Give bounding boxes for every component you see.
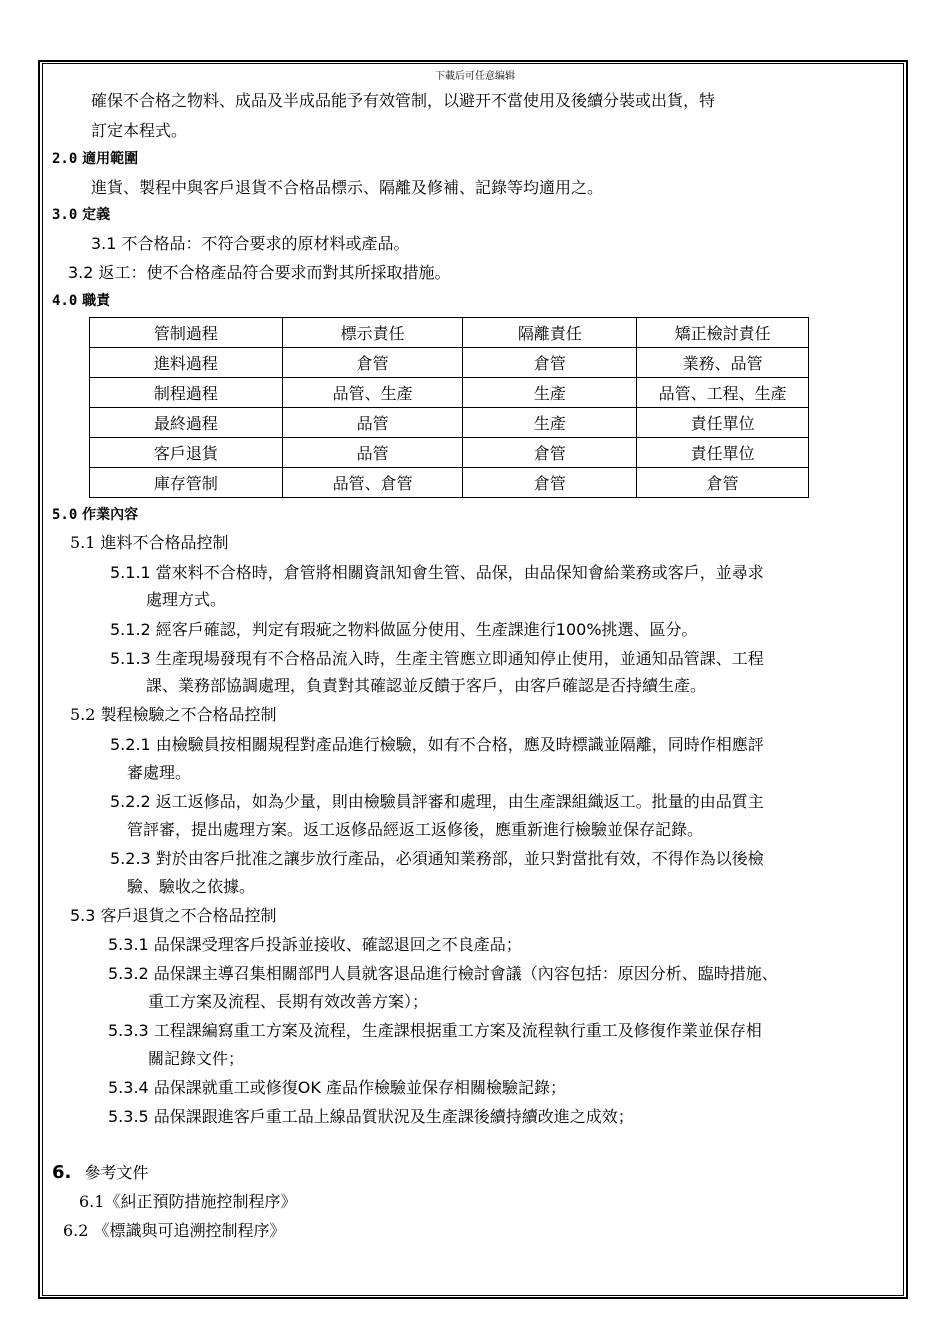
definition-3-1: 3.1 不合格品：不符合要求的原材料或產品。 [91,234,410,253]
section-5-heading [52,506,138,524]
item-5-3-3-line-1: 5.3.3 工程課編寫重工方案及流程，生產課根据重工方案及流程執行重工及修復作業並保存相 [108,1021,762,1040]
table-row [90,408,809,438]
reference-6-1: 6.1《糾正預防措施控制程序》 [79,1192,297,1211]
section-2-body: 進貨、製程中與客戶退貨不合格品標示、隔離及修補、記錄等均適用之。 [91,178,604,197]
section-3-heading [52,206,110,224]
section-5-title: 作業內容 [82,507,139,523]
table-header-cell: 矯正檢討責任 [637,318,809,348]
table-header-cell: 隔離責任 [463,318,637,348]
table-row [90,378,809,408]
table-cell: 品管 [282,408,463,438]
item-5-3-2-line-2: 重工方案及流程、長期有效改善方案）； [148,992,429,1011]
header-note: 下載后可任意编辑 [435,71,515,82]
table-cell: 生產 [463,408,637,438]
table-cell: 倉管 [463,438,637,468]
table-cell: 品管、生產 [282,378,463,408]
table-cell: 責任單位 [637,438,809,468]
table-cell: 制程過程 [90,378,283,408]
table-cell: 倉管 [637,468,809,498]
table-cell: 最終過程 [90,408,283,438]
item-5-1-1-line-2: 處理方式。 [146,590,227,609]
section-4-heading [52,292,110,310]
definition-3-2: 3.2 返工：使不合格產品符合要求而對其所採取措施。 [68,263,451,282]
section-3-number: 3.0 [52,207,78,223]
item-5-2-3-line-2: 驗、驗收之依據。 [127,877,256,896]
item-5-1-1-line-1: 5.1.1 當來料不合格時，倉管將相關資訊知會生管、品保，由品保知會給業務或客戶，並尋求 [110,563,764,582]
section-6-number: 6. [52,1162,72,1183]
subsection-5-3-title: 5.3 客戶退貨之不合格品控制 [70,906,277,925]
section-5-number: 5.0 [52,507,78,523]
table-cell: 責任單位 [637,408,809,438]
table-row [90,348,809,378]
table-cell: 庫存管制 [90,468,283,498]
item-5-2-1-line-2: 審處理。 [127,763,192,782]
item-5-3-1: 5.3.1 品保課受理客戶投訴並接收、確認退回之不良產品； [108,935,522,954]
item-5-2-2-line-1: 5.2.2 返工返修品，如為少量，則由檢驗員評審和處理，由生產課組織返工。批量的由品質主 [110,792,764,811]
table-header-cell: 標示責任 [282,318,463,348]
item-5-1-2: 5.1.2 經客戶確認，判定有瑕疵之物料做區分使用、生產課進行100%挑選、區分。 [110,620,698,639]
reference-6-2: 6.2 《標識與可追溯控制程序》 [63,1221,286,1240]
item-5-1-3-line-1: 5.1.3 生產現場發現有不合格品流入時，生產主管應立即通知停止使用，並通知品管課、工程 [110,649,764,668]
responsibility-table [89,317,809,498]
table-cell: 品管、倉管 [282,468,463,498]
table-cell: 客戶退貨 [90,438,283,468]
table-cell: 品管、工程、生產 [637,378,809,408]
item-5-3-2-line-1: 5.3.2 品保課主導召集相關部門人員就客退品進行檢討會議（內容包括：原因分析、臨時措施、 [108,964,778,983]
item-5-3-3-line-2: 關記錄文件； [148,1049,245,1068]
subsection-5-2-title: 5.2 製程檢驗之不合格品控制 [70,705,277,724]
subsection-5-1-title: 5.1 進料不合格品控制 [70,533,229,552]
intro-line-2: 訂定本程式。 [91,121,188,140]
intro-line-1: 確保不合格之物料、成品及半成品能予有效管制，以避开不當使用及後續分裝或出貨，特 [91,91,716,110]
table-row [90,438,809,468]
table-cell: 品管 [282,438,463,468]
table-header-cell: 管制過程 [90,318,283,348]
section-4-title: 職責 [82,293,111,309]
item-5-1-3-line-2: 課、業務部協調處理，負責對其確認並反饋于客戶，由客戶確認是否持續生產。 [146,676,707,695]
item-5-3-5: 5.3.5 品保課跟進客戶重工品上線品質狀況及生產課後續持續改進之成效； [108,1107,634,1126]
table-cell: 倉管 [463,348,637,378]
table-cell: 業務、品管 [637,348,809,378]
item-5-2-3-line-1: 5.2.3 對於由客戶批准之讓步放行產品，必須通知業務部，並只對當批有效，不得作為以後檢 [110,849,764,868]
table-header-row [90,318,809,348]
table-cell: 生產 [463,378,637,408]
table-cell: 倉管 [463,468,637,498]
item-5-2-2-line-2: 管評審，提出處理方案。返工返修品經返工返修後，應重新進行檢驗並保存記錄。 [127,820,704,839]
table-row [90,468,809,498]
item-5-2-1-line-1: 5.2.1 由檢驗員按相關規程對產品進行檢驗，如有不合格，應及時標識並隔離，同時作相應評 [110,735,764,754]
section-4-number: 4.0 [52,293,78,309]
section-3-title: 定義 [82,207,111,223]
table-cell: 倉管 [282,348,463,378]
section-2-number: 2.0 [52,151,78,167]
section-2-title: 適用範圍 [82,151,139,167]
section-6-heading [52,1163,148,1183]
item-5-3-4: 5.3.4 品保課就重工或修復OK 產品作檢驗並保存相關檢驗記錄； [108,1078,566,1097]
section-2-heading [52,150,138,168]
table-cell: 進料過程 [90,348,283,378]
section-6-title: 參考文件 [84,1163,149,1182]
